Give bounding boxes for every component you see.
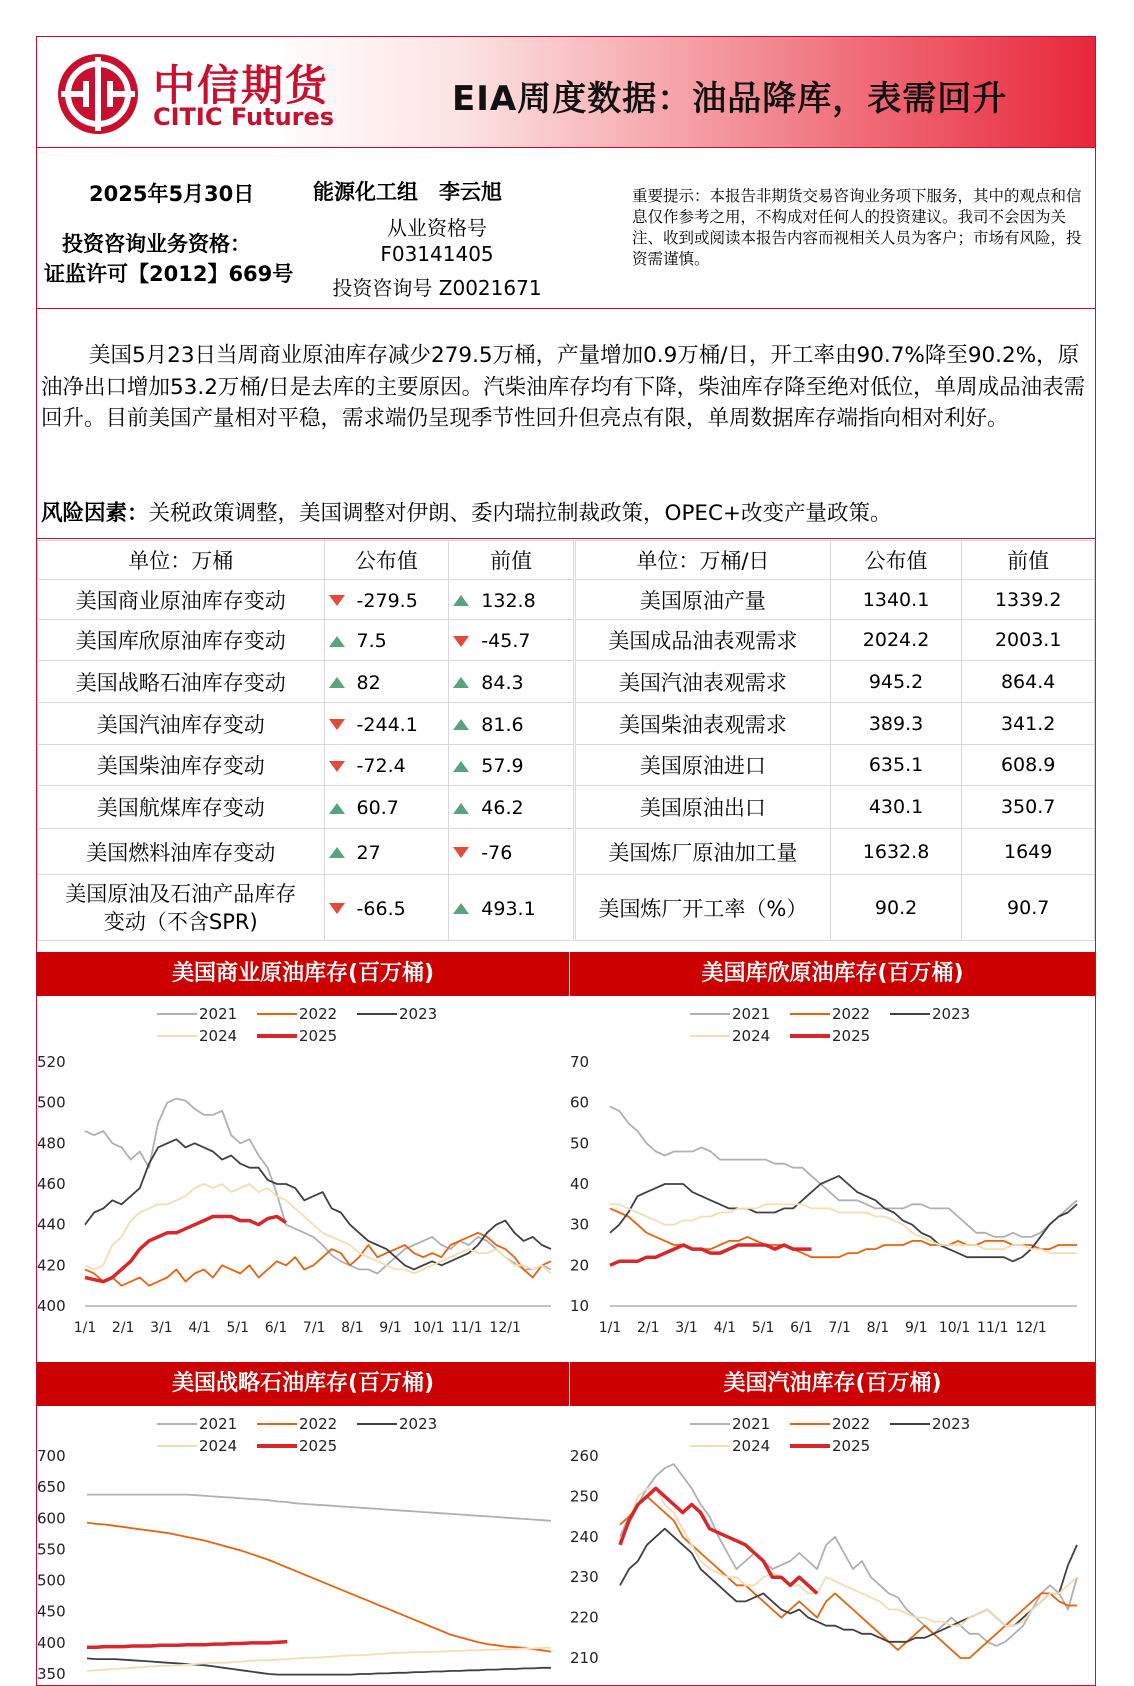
x-tick-label: 3/1 xyxy=(150,1320,173,1336)
legend-label: 2023 xyxy=(399,1005,438,1023)
up-triangle-icon xyxy=(329,677,345,688)
down-triangle-icon xyxy=(329,903,345,914)
y-tick-label: 220 xyxy=(570,1608,599,1627)
cell-value: 84.3 xyxy=(481,671,524,694)
cell-value: -76 xyxy=(481,841,513,864)
series-line-2025 xyxy=(610,1245,812,1265)
row-label: 美国炼厂原油加工量 xyxy=(576,829,831,875)
brand-name-en: CITIC Futures xyxy=(153,103,335,131)
y-tick-label: 420 xyxy=(37,1256,66,1275)
series-line-2021 xyxy=(620,1464,1077,1646)
x-tick-label: 11/1 xyxy=(977,1320,1009,1336)
legend-label: 2022 xyxy=(299,1415,338,1433)
x-tick-label: 4/1 xyxy=(188,1320,211,1336)
x-tick-label: 1/1 xyxy=(598,1320,622,1336)
summary-paragraph: 美国5月23日当周商业原油库存减少279.5万桶，产量增加0.9万桶/日，开工率由90.7%降至90.2%，原油净出口增加53.2万桶/日是去库的主要原因。汽柴油库存均有下降，柴油库存降至绝对低位，单周成品油表需回升。目前美国产量相对平稳，需求端仍呈现季节性回升但亮点有限，单周数据库存端指向相对利好。 xyxy=(41,343,1086,431)
table-row xyxy=(576,580,1095,620)
down-triangle-icon xyxy=(453,847,469,858)
down-triangle-icon xyxy=(329,761,345,772)
down-triangle-icon xyxy=(329,719,345,730)
cell-prev xyxy=(449,703,574,745)
row-label-line: 变动（不含SPR) xyxy=(103,909,258,934)
risk-label: 风险因素： xyxy=(41,501,149,526)
row-label: 美国柴油表观需求 xyxy=(576,703,831,745)
cell-value: -45.7 xyxy=(481,630,531,652)
cell-prev xyxy=(449,661,574,703)
up-triangle-icon xyxy=(453,803,469,814)
x-tick-label: 9/1 xyxy=(379,1320,402,1336)
x-tick-label: 1/1 xyxy=(73,1320,97,1336)
cell-value: 90.2 xyxy=(830,875,962,941)
y-tick-label: 500 xyxy=(37,1093,66,1112)
legend-label: 2021 xyxy=(199,1005,238,1023)
cell-prev: 341.2 xyxy=(962,703,1095,745)
citic-logo-icon xyxy=(55,51,141,137)
series-line-2024 xyxy=(87,1648,551,1671)
legend-label: 2024 xyxy=(199,1437,238,1455)
cell-prev xyxy=(449,875,574,941)
table-row xyxy=(576,703,1095,745)
x-tick-label: 8/1 xyxy=(866,1320,890,1336)
table-row xyxy=(38,875,574,941)
x-tick-label: 9/1 xyxy=(904,1320,928,1336)
series-line-2025 xyxy=(87,1642,287,1648)
x-tick-label: 11/1 xyxy=(451,1320,483,1336)
y-tick-label: 500 xyxy=(37,1571,66,1590)
legend-label: 2023 xyxy=(399,1415,438,1433)
y-tick-label: 20 xyxy=(570,1256,590,1275)
table-header: 单位：万桶 xyxy=(38,541,325,580)
cell-value: 2024.2 xyxy=(830,620,962,661)
cell-value: 945.2 xyxy=(830,661,962,703)
row-label: 美国汽油表观需求 xyxy=(576,661,831,703)
cell-prev: 864.4 xyxy=(962,661,1095,703)
chart-cushing-crude xyxy=(570,996,1095,1362)
cell-value: 1632.8 xyxy=(830,829,962,875)
series-line-2021 xyxy=(85,1099,551,1274)
license-label: 从业资格号 xyxy=(387,216,487,240)
y-tick-label: 70 xyxy=(570,1053,590,1071)
table-header: 前值 xyxy=(449,541,574,580)
row-label xyxy=(38,875,325,941)
x-tick-label: 2/1 xyxy=(111,1320,135,1336)
qualification-label: 投资咨询业务资格： xyxy=(62,232,251,256)
chart-title: 美国汽油库存(百万桶) xyxy=(570,1362,1095,1406)
y-tick-label: 650 xyxy=(37,1478,66,1497)
legend-label: 2024 xyxy=(732,1027,771,1045)
cell-value: 27 xyxy=(356,841,381,864)
cell-value: 57.9 xyxy=(481,755,524,777)
cell-value xyxy=(324,875,449,941)
table-row xyxy=(38,580,574,620)
cell-value xyxy=(324,703,449,745)
legend-label: 2021 xyxy=(199,1415,238,1433)
legend-label: 2025 xyxy=(299,1027,338,1045)
cell-prev: 90.7 xyxy=(962,875,1095,941)
y-tick-label: 30 xyxy=(570,1215,590,1234)
y-tick-label: 260 xyxy=(570,1447,599,1465)
data-tables xyxy=(37,540,1095,952)
up-triangle-icon xyxy=(329,636,345,647)
y-tick-label: 600 xyxy=(37,1509,66,1528)
y-tick-label: 50 xyxy=(570,1134,590,1153)
cell-value: 493.1 xyxy=(481,897,536,920)
y-tick-label: 460 xyxy=(37,1175,66,1193)
series-line-2025 xyxy=(85,1217,286,1282)
cell-value xyxy=(324,661,449,703)
row-label-line: 美国原油及石油产品库存 xyxy=(65,881,297,906)
row-label: 美国燃料油库存变动 xyxy=(38,829,325,875)
y-tick-label: 210 xyxy=(570,1649,599,1667)
series-line-2022 xyxy=(610,1208,1077,1257)
table-header: 公布值 xyxy=(324,541,449,580)
table-row xyxy=(576,829,1095,875)
x-tick-label: 2/1 xyxy=(637,1320,660,1336)
legend-label: 2023 xyxy=(932,1415,971,1433)
x-tick-label: 6/1 xyxy=(264,1320,288,1336)
risk-factors xyxy=(41,496,892,527)
chart-title: 美国商业原油库存(百万桶) xyxy=(37,952,569,996)
cell-prev xyxy=(449,786,574,829)
legend-label: 2023 xyxy=(932,1005,971,1023)
table-row xyxy=(576,620,1095,661)
up-triangle-icon xyxy=(329,847,345,858)
cell-prev: 2003.1 xyxy=(962,620,1095,661)
y-tick-label: 10 xyxy=(570,1297,590,1315)
cell-value: -72.4 xyxy=(356,755,406,777)
brand-name-cn: 中信期货 xyxy=(153,61,330,110)
table-row xyxy=(38,703,574,745)
row-label: 美国库欣原油库存变动 xyxy=(38,620,325,661)
x-tick-label: 5/1 xyxy=(226,1320,250,1336)
cell-prev xyxy=(449,620,574,661)
disclaimer-text: 重要提示：本报告非期货交易咨询业务项下服务，其中的观点和信息仅作参考之用，不构成对任何人的投资建议。我司不会因为关注、收到或阅读本报告内容而视相关人员为客户；市场有风险，投资需谨慎。 xyxy=(632,187,1082,268)
cell-value xyxy=(324,745,449,786)
chart-title: 美国战略石油库存(百万桶) xyxy=(37,1362,569,1406)
row-label: 美国汽油库存变动 xyxy=(38,703,325,745)
row-label: 美国原油产量 xyxy=(576,580,831,620)
series-line-2023 xyxy=(85,1139,551,1269)
up-triangle-icon xyxy=(453,903,469,914)
series-line-2022 xyxy=(87,1523,551,1652)
chart-gasoline xyxy=(570,1406,1095,1680)
row-label: 美国战略石油库存变动 xyxy=(38,661,325,703)
cell-value: 635.1 xyxy=(830,745,962,786)
table-header: 单位：万桶/日 xyxy=(576,541,831,580)
cell-value: 132.8 xyxy=(481,589,536,612)
cell-value xyxy=(324,786,449,829)
x-tick-label: 7/1 xyxy=(302,1320,326,1336)
report-info xyxy=(37,148,1095,309)
cell-value: 46.2 xyxy=(481,797,524,819)
y-tick-label: 40 xyxy=(570,1175,590,1193)
y-tick-label: 250 xyxy=(570,1487,599,1506)
legend-label: 2024 xyxy=(732,1437,771,1455)
x-tick-label: 10/1 xyxy=(938,1320,971,1336)
y-tick-label: 450 xyxy=(37,1602,66,1621)
chart-spr xyxy=(37,1406,569,1680)
y-tick-label: 550 xyxy=(37,1540,66,1559)
legend-label: 2021 xyxy=(732,1005,771,1023)
cell-value: 81.6 xyxy=(481,713,524,736)
series-line-2021 xyxy=(610,1107,1077,1237)
up-triangle-icon xyxy=(453,761,469,772)
series-line-2025 xyxy=(620,1488,817,1593)
row-label: 美国成品油表观需求 xyxy=(576,620,831,661)
chart-title: 美国库欣原油库存(百万桶) xyxy=(570,952,1095,996)
x-tick-label: 4/1 xyxy=(713,1320,737,1336)
y-tick-label: 700 xyxy=(37,1447,66,1465)
cell-prev: 608.9 xyxy=(962,745,1095,786)
y-tick-label: 230 xyxy=(570,1568,599,1587)
legend-label: 2024 xyxy=(199,1027,238,1045)
cell-value: 60.7 xyxy=(356,797,399,819)
row-label: 美国航煤库存变动 xyxy=(38,786,325,829)
cell-value: 389.3 xyxy=(830,703,962,745)
report-date: 2025年5月30日 xyxy=(89,182,255,206)
y-tick-label: 440 xyxy=(37,1215,66,1234)
table-row xyxy=(576,875,1095,941)
supply-demand-table xyxy=(575,540,1095,941)
legend-label: 2025 xyxy=(832,1027,871,1045)
row-label: 美国炼厂开工率（%） xyxy=(576,875,831,941)
row-label: 美国柴油库存变动 xyxy=(38,745,325,786)
up-triangle-icon xyxy=(453,719,469,730)
up-triangle-icon xyxy=(329,803,345,814)
x-tick-label: 7/1 xyxy=(828,1320,851,1336)
x-tick-label: 8/1 xyxy=(341,1320,364,1336)
table-header: 前值 xyxy=(962,541,1095,580)
x-tick-label: 10/1 xyxy=(413,1320,445,1336)
legend-label: 2025 xyxy=(299,1437,338,1455)
cell-value: 1340.1 xyxy=(830,580,962,620)
x-tick-label: 12/1 xyxy=(1015,1320,1047,1336)
y-tick-label: 400 xyxy=(37,1297,66,1315)
team-author: 能源化工组 李云旭 xyxy=(313,180,502,204)
cell-prev xyxy=(449,580,574,620)
cell-prev: 350.7 xyxy=(962,786,1095,829)
report-title: EIA周度数据：油品降库，表需回升 xyxy=(452,79,1008,119)
chart-commercial-crude xyxy=(37,996,569,1362)
table-row xyxy=(576,661,1095,703)
cell-value: 82 xyxy=(356,671,381,694)
x-tick-label: 3/1 xyxy=(675,1320,698,1336)
table-row xyxy=(38,661,574,703)
row-label: 美国原油进口 xyxy=(576,745,831,786)
cell-value: -244.1 xyxy=(356,713,418,736)
cell-value xyxy=(324,829,449,875)
y-tick-label: 240 xyxy=(570,1527,599,1546)
table-row xyxy=(38,745,574,786)
cell-prev: 1339.2 xyxy=(962,580,1095,620)
y-tick-label: 350 xyxy=(37,1665,66,1680)
y-tick-label: 60 xyxy=(570,1093,590,1112)
x-tick-label: 12/1 xyxy=(489,1320,521,1336)
legend-label: 2022 xyxy=(832,1005,871,1023)
cell-value: 7.5 xyxy=(356,630,387,652)
inventory-table xyxy=(37,540,574,941)
y-tick-label: 480 xyxy=(37,1134,66,1153)
y-tick-label: 400 xyxy=(37,1633,66,1652)
summary-section xyxy=(37,310,1095,539)
cell-prev: 1649 xyxy=(962,829,1095,875)
y-tick-label: 520 xyxy=(37,1053,66,1071)
legend-label: 2021 xyxy=(732,1415,771,1433)
row-label: 美国商业原油库存变动 xyxy=(38,580,325,620)
table-row xyxy=(38,620,574,661)
table-row xyxy=(576,745,1095,786)
cell-value xyxy=(324,620,449,661)
down-triangle-icon xyxy=(453,636,469,647)
qualification-value: 证监许可【2012】669号 xyxy=(44,262,294,286)
series-line-2021 xyxy=(87,1495,551,1521)
cell-prev xyxy=(449,745,574,786)
table-row xyxy=(576,786,1095,829)
legend-label: 2025 xyxy=(832,1437,871,1455)
table-row xyxy=(38,786,574,829)
legend-label: 2022 xyxy=(299,1005,338,1023)
row-label: 美国原油出口 xyxy=(576,786,831,829)
x-tick-label: 6/1 xyxy=(790,1320,813,1336)
consult-number: 投资咨询号 Z0021671 xyxy=(332,276,542,300)
cell-prev xyxy=(449,829,574,875)
risk-text: 关税政策调整，美国调整对伊朗、委内瑞拉制裁政策，OPEC+改变产量政策。 xyxy=(148,501,892,526)
report-header xyxy=(37,37,1095,148)
cell-value: 430.1 xyxy=(830,786,962,829)
down-triangle-icon xyxy=(329,595,345,606)
up-triangle-icon xyxy=(453,595,469,606)
cell-value xyxy=(324,580,449,620)
table-header: 公布值 xyxy=(830,541,962,580)
x-tick-label: 5/1 xyxy=(751,1320,775,1336)
cell-value: -66.5 xyxy=(356,897,406,920)
table-row xyxy=(38,829,574,875)
up-triangle-icon xyxy=(453,677,469,688)
cell-value: -279.5 xyxy=(356,589,418,612)
legend-label: 2022 xyxy=(832,1415,871,1433)
license-number: F03141405 xyxy=(380,242,494,266)
series-line-2022 xyxy=(620,1496,1077,1658)
